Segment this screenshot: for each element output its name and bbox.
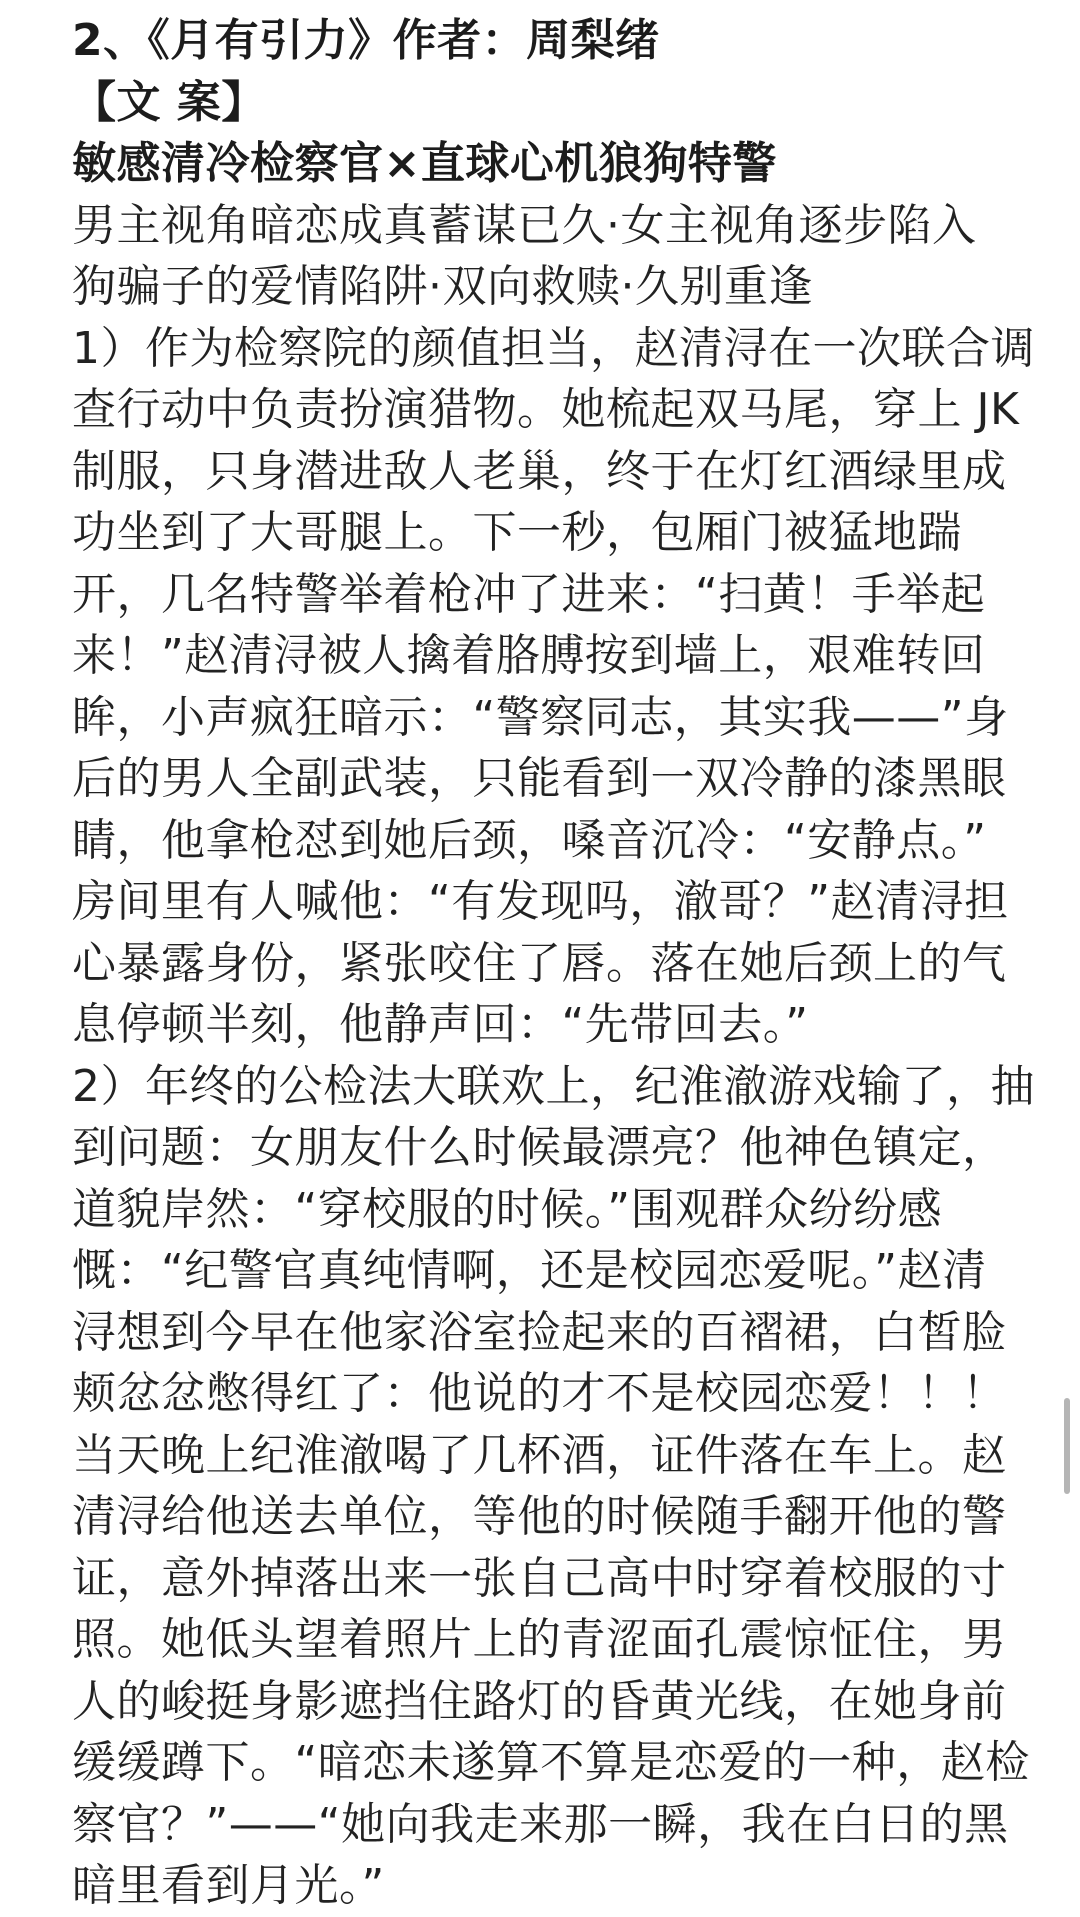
text-line: 慨：“纪警官真纯情啊，还是校园恋爱呢。”赵清 [72, 1245, 987, 1296]
text-line: 道貌岸然：“穿校服的时候。”围观群众纷纷感 [72, 1183, 943, 1235]
text-line: 心暴露身份，紧张咬住了唇。落在她后颈上的气 [72, 937, 1007, 989]
section-label: 【文 案】 [72, 76, 266, 128]
text-line: 功坐到了大哥腿上。下一秒，包厢门被猛地踹 [72, 507, 962, 558]
text-line: 睛，他拿枪怼到她后颈，嗓音沉冷：“安静点。” [72, 814, 987, 866]
text-line: 证，意外掉落出来一张自己高中时穿着校服的寸 [72, 1552, 1007, 1604]
tagline: 敏感清冷检察官×直球心机狼狗特警 [72, 138, 777, 189]
scrollbar-thumb[interactable] [1064, 1398, 1070, 1494]
text-line: 照。她低头望着照片上的青涩面孔震惊怔住，男 [72, 1614, 1007, 1665]
book-title: 2、《月有引力》作者：周梨绪 [72, 15, 660, 66]
synopsis-body [72, 195, 1035, 1917]
text-line: 眸，小声疯狂暗示：“警察同志，其实我——”身 [72, 691, 1009, 743]
text-line: 房间里有人喊他：“有发现吗，澈哥？”赵清浔担 [72, 876, 1009, 927]
text-line: 查行动中负责扮演猎物。她梳起双马尾，穿上 JK [72, 384, 1020, 435]
text-line: 到问题：女朋友什么时候最漂亮？他神色镇定， [72, 1122, 1007, 1173]
text-line: 后的男人全副武装，只能看到一双冷静的漆黑眼 [72, 753, 1007, 804]
text-line: 狗骗子的爱情陷阱·双向救赎·久别重逢 [72, 261, 813, 312]
text-line: 2）年终的公检法大联欢上，纪淮澈游戏输了，抽 [72, 1060, 1035, 1112]
text-line: 察官？”——“她向我走来那一瞬，我在白日的黑 [72, 1798, 1009, 1850]
text-line: 当天晚上纪淮澈喝了几杯酒，证件落在车上。赵 [72, 1429, 1007, 1481]
text-line: 1）作为检察院的颜值担当，赵清浔在一次联合调 [72, 322, 1035, 374]
text-line: 颊忿忿憋得红了：他说的才不是校园恋爱！！！ [72, 1368, 1007, 1419]
text-line: 制服，只身潜进敌人老巢，终于在灯红酒绿里成 [72, 445, 1007, 497]
text-line: 开，几名特警举着枪冲了进来：“扫黄！手举起 [72, 568, 986, 620]
article-content [72, 10, 1035, 1917]
text-line: 息停顿半刻，他静声回：“先带回去。” [72, 999, 809, 1050]
text-line: 来！”赵清浔被人擒着胳膊按到墙上，艰难转回 [72, 630, 986, 681]
text-line: 缓缓蹲下。“暗恋未遂算不算是恋爱的一种，赵检 [72, 1737, 1030, 1788]
text-line: 浔想到今早在他家浴室捡起来的百褶裙，白皙脸 [72, 1306, 1007, 1358]
text-line: 暗里看到月光。” [72, 1860, 385, 1911]
text-line: 清浔给他送去单位，等他的时候随手翻开他的警 [72, 1491, 1007, 1542]
text-line: 人的峻挺身影遮挡住路灯的昏黄光线，在她身前 [72, 1675, 1007, 1727]
text-line: 男主视角暗恋成真蓄谋已久·女主视角逐步陷入 [72, 199, 977, 251]
